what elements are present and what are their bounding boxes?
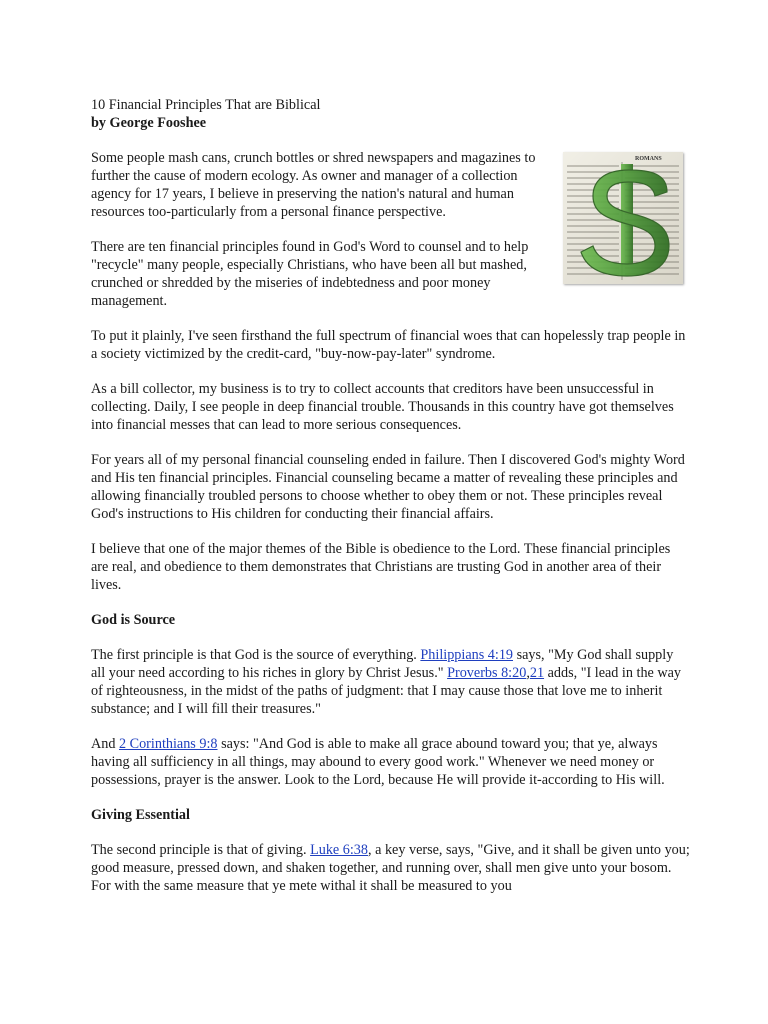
paragraph: Some people mash cans, crunch bottles or shred newspapers and magazines to further the cause of modern ecology. As owner and manager of a collection agency for 17 years, I believe in preserving the nation's natural and human resources too-particularly from a personal finance perspective. (91, 150, 536, 220)
link-proverbs-8-21[interactable]: 21 (529, 665, 545, 681)
paragraph: As a bill collector, my business is to try to collect accounts that creditors have been unsuccessful in collecting. Daily, I see people in deep financial trouble. Thousands in this country have got themselves into financial messes that can lead to more serious consequences. (91, 381, 674, 433)
paragraph: To put it plainly, I've seen firsthand the full spectrum of financial woes that can hopelessly trap people in a society victimized by the credit-card, "buy-now-pay-later" syndrome. (91, 328, 686, 362)
text-span: adds, "I lead in the way of righteousness, in the midst of the paths of judgment: that I may cause those that love me to inherit substance; and I will fill their treasures." (91, 665, 682, 717)
text-span: The second principle is that of giving. (91, 842, 311, 858)
text-span: , a key verse, says, "Give, and it shall be given unto you; good measure, pressed down, and shaken together, and running over, shall men give unto your bosom. For with the same measure that ye mete withal it shall be measured to you (91, 842, 690, 894)
link-2-corinthians-9-8[interactable]: 2 Corinthians 9:8 (118, 736, 218, 752)
paragraph: I believe that one of the major themes of the Bible is obedience to the Lord. These financial principles are real, and obedience to them demonstrates that Christians are trusting God in another area of their lives. (91, 541, 671, 593)
paragraph (91, 841, 691, 895)
paragraph (91, 735, 691, 789)
dollar-sign-icon (563, 152, 683, 284)
article-byline: by George Fooshee (91, 115, 207, 131)
section-heading-god-is-source: God is Source (91, 612, 176, 628)
article-title: 10 Financial Principles That are Biblical (91, 97, 321, 113)
document-page (91, 96, 691, 912)
link-luke-6-38[interactable]: Luke 6:38 (310, 842, 368, 858)
paragraph: There are ten financial principles found in God's Word to counsel and to help "recycle" many people, especially Christians, who have been all but mashed, crunched or shredded by the miseries of indebtedness and poor money management. (91, 239, 529, 309)
text-span: says: "And God is able to make all grace abound toward you; that ye, always having all sufficiency in all things, may abound to every good work." Whenever we need money or possessions, prayer is the answer. Look to the Lord, because He will provide it-according to His will. (91, 736, 665, 788)
dollar-bible-image (563, 152, 683, 284)
paragraph (91, 646, 691, 718)
intro-block (91, 149, 691, 310)
paragraph: For years all of my personal financial counseling ended in failure. Then I discovered God's mighty Word and His ten financial principles. Financial counseling became a matter of revealing these principles and allowing financially troubled persons to choose whether to obey them or not. These principles reveal God's instructions to His children for conducting their financial affairs. (91, 452, 685, 522)
text-span: says, "My God shall supply all your need according to his riches in glory by Christ Jesus." (91, 647, 674, 681)
text-span: And (91, 736, 119, 752)
link-proverbs-8-20[interactable]: Proverbs 8:20 (447, 665, 527, 681)
text-span: The first principle is that God is the source of everything. (91, 647, 421, 663)
svg-text:ROMANS: ROMANS (635, 156, 662, 162)
section-heading-giving-essential: Giving Essential (91, 807, 190, 823)
text-span: , (526, 665, 530, 681)
link-philippians-4-19[interactable]: Philippians 4:19 (420, 647, 514, 663)
